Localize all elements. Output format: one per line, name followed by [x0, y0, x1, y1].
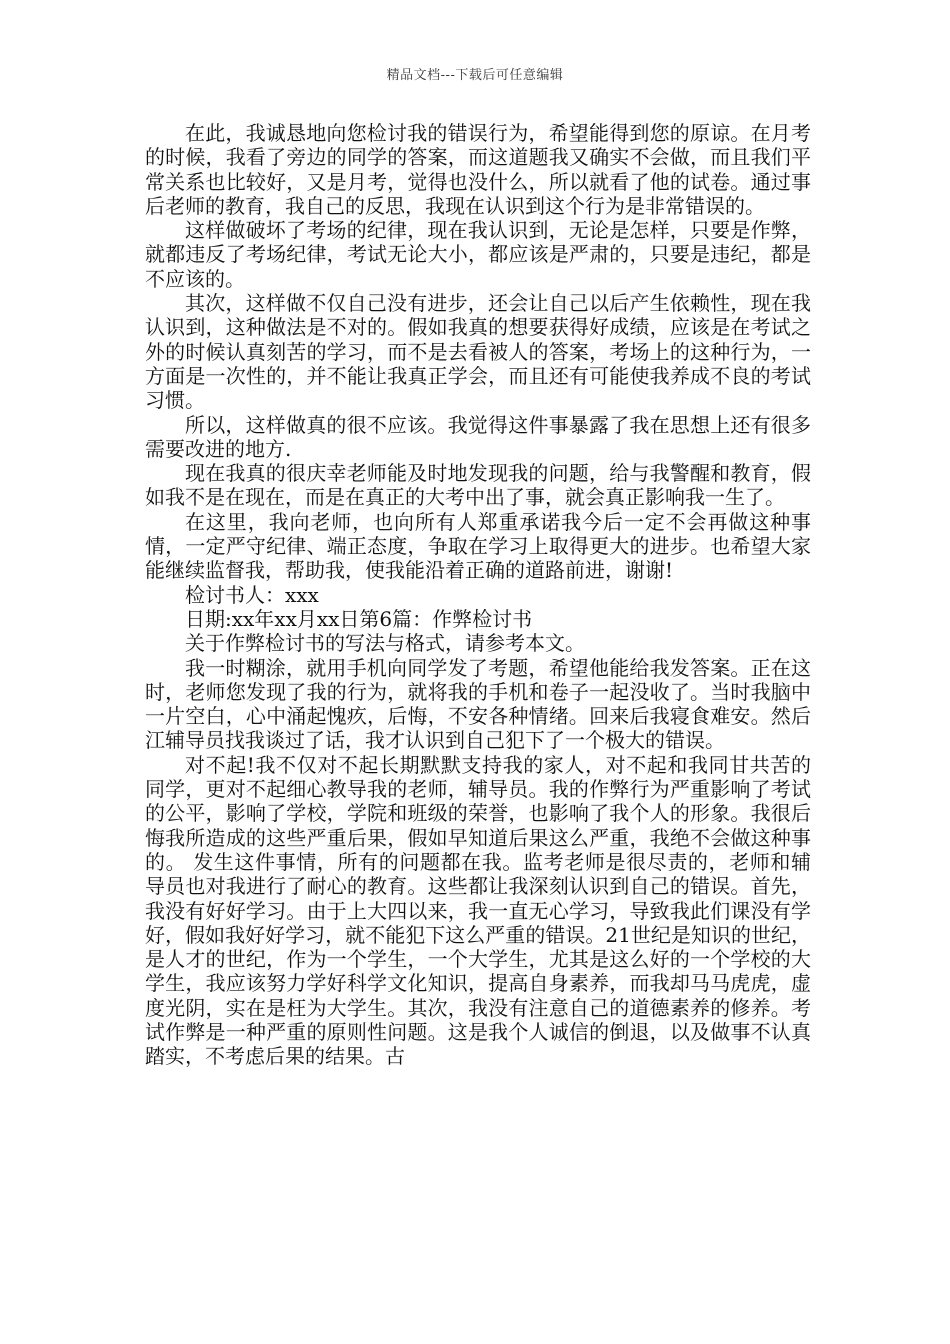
document-body [145, 121, 811, 1069]
signature-line: 检讨书人：xxx [185, 582, 319, 607]
paragraph: 其次，这样做不仅自己没有进步，还会让自己以后产生依赖性，现在我认识到，这种做法是不对的。假如我真的想要获得好成绩，应该是在考试之外的时候认真刻苦的学习，而不是去看被人的答案，考场上的这种行为，一方面是一次性的，并不能让我真正学会，而且还有可能使我养成不良的考试习惯。 [145, 291, 811, 413]
paragraph: 在此，我诚恳地向您检讨我的错误行为，希望能得到您的原谅。在月考的时候，我看了旁边的同学的答案，而这道题我又确实不会做，而且我们平常关系也比较好，又是月考，觉得也没什么，所以就看了他的试卷。通过事后老师的教育，我自己的反思，我现在认识到这个行为是非常错误的。 [145, 121, 811, 218]
paragraph: 这样做破坏了考场的纪律，现在我认识到，无论是怎样，只要是作弊，就都违反了考场纪律，考试无论大小，都应该是严肃的，只要是违纪，都是不应该的。 [145, 218, 811, 291]
date-line: 日期:xx年xx月xx日第6篇：作弊检讨书 [185, 606, 533, 631]
page-header: 精品文档---下载后可任意编辑 [386, 68, 564, 83]
paragraph: 所以，这样做真的很不应该。我觉得这件事暴露了我在思想上还有很多需要改进的地方. [145, 412, 811, 461]
paragraph: 在这里，我向老师，也向所有人郑重承诺我今后一定不会再做这种事情，一定严守纪律、端正态度，争取在学习上取得更大的进步。也希望大家能继续监督我，帮助我，使我能沿着正确的道路前进，谢谢! [145, 509, 811, 583]
paragraph: 对不起!我不仅对不起长期默默支持我的家人，对不起和我同甘共苦的同学，更对不起细心教导我的老师，辅导员。我的作弊行为严重影响了考试的公平，影响了学校，学院和班级的荣誉，也影响了我个人的形象。我很后悔我所造成的这些严重后果，假如早知道后果这么严重，我绝不会做这种事的。 发生这件事情，所有的问题都在我。监考老师是很尽责的，老师和辅导员也对我进行了耐心的教育。这些都让我深刻认识到自己的错误。首先，我没有好好学习。由于上大四以来，我一直无心学习，导致我此们课没有学好，假如我好好学习，就不能犯下这么严重的错误。21世纪是知识的世纪，是人才的世纪，作为一个学生，一个大学生，尤其是这么好的一个学校的大学生，我应该努力学好科学文化知识，提高自身素养，而我却马马虎虎，虚度光阴，实在是枉为大学生。其次，我没有注意自己的道德素养的修养。考试作弊是一种严重的原则性问题。这是我个人诚信的倒退，以及做事不认真踏实，不考虑后果的结果。古 [145, 752, 811, 1069]
paragraph: 关于作弊检讨书的写法与格式，请参考本文。 [185, 631, 585, 656]
paragraph: 我一时糊涂，就用手机向同学发了考题，希望他能给我发答案。正在这时，老师您发现了我的行为，就将我的手机和卷子一起没收了。当时我脑中一片空白，心中涌起愧疚，后悔，不安各种情绪。回来后我寝食难安。然后江辅导员找我谈过了话，我才认识到自己犯下了一个极大的错误。 [145, 655, 811, 753]
paragraph: 现在我真的很庆幸老师能及时地发现我的问题，给与我警醒和教育，假如我不是在现在，而是在真正的大考中出了事，就会真正影响我一生了。 [145, 461, 811, 510]
